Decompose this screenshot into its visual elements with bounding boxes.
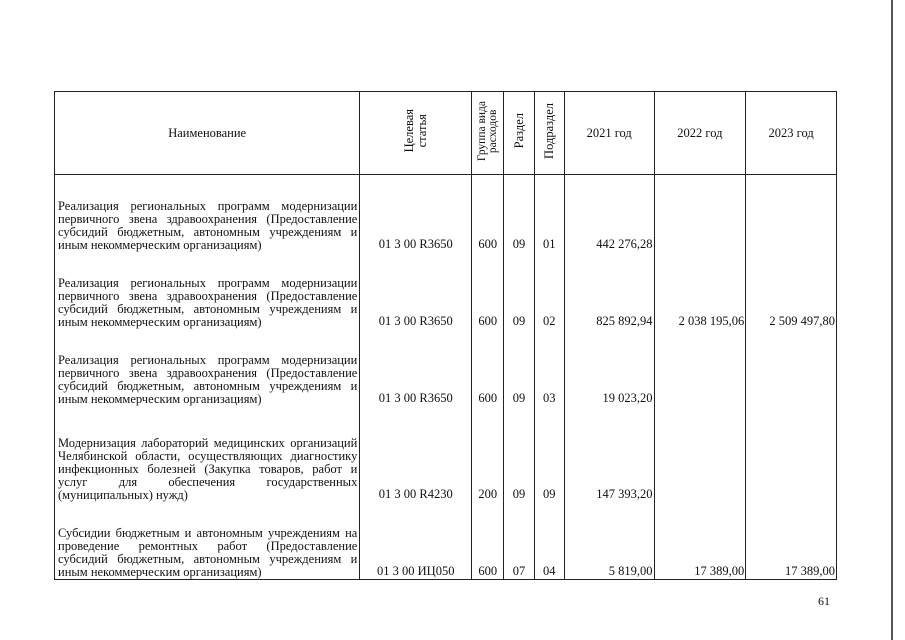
row-target-article: 01 3 00 ИЦ050 — [360, 502, 472, 580]
row-target-article: 01 3 00 R3650 — [360, 252, 472, 329]
row-name: Реализация региональных программ модернизации первичного звена здравоохранения (Предоставление субсидий бюджетным, автономным учреждениям и иным некоммерческим организациям) — [55, 175, 360, 253]
row-expense-group: 200 — [472, 406, 504, 502]
row-value-2023 — [746, 329, 837, 406]
row-value-2022 — [654, 329, 746, 406]
header-2023: 2023 год — [746, 92, 837, 175]
row-value-2021: 147 393,20 — [564, 406, 654, 502]
row-subsection: 03 — [534, 329, 564, 406]
row-section: 09 — [504, 406, 534, 502]
row-value-2023 — [746, 406, 837, 502]
page-number: 61 — [818, 594, 830, 608]
row-subsection: 04 — [534, 502, 564, 580]
row-value-2023: 17 389,00 — [746, 502, 837, 580]
header-name: Наименование — [55, 92, 360, 175]
header-target-article: Целевая статья — [360, 92, 472, 175]
table-row — [55, 252, 837, 329]
table-row — [55, 175, 837, 253]
row-value-2023: 2 509 497,80 — [746, 252, 837, 329]
row-value-2022 — [654, 175, 746, 253]
budget-table — [54, 91, 837, 580]
row-name: Модернизация лабораторий медицинских организаций Челябинской области, осуществляющих диагностику инфекционных болезней (Закупка товаров, работ и услуг для обеспечения государственных (муниципальных) нужд) — [55, 406, 360, 502]
header-2022: 2022 год — [654, 92, 746, 175]
row-subsection: 01 — [534, 175, 564, 253]
row-value-2022 — [654, 406, 746, 502]
row-value-2021: 442 276,28 — [564, 175, 654, 253]
row-value-2022: 17 389,00 — [654, 502, 746, 580]
table-row — [55, 329, 837, 406]
row-value-2023 — [746, 175, 837, 253]
header-expense-group: Группа вида расходов — [472, 92, 504, 175]
row-value-2021: 5 819,00 — [564, 502, 654, 580]
row-subsection: 09 — [534, 406, 564, 502]
row-value-2022: 2 038 195,06 — [654, 252, 746, 329]
row-expense-group: 600 — [472, 502, 504, 580]
row-section: 09 — [504, 329, 534, 406]
header-subsection: Подраздел — [534, 92, 564, 175]
row-subsection: 02 — [534, 252, 564, 329]
header-section: Раздел — [504, 92, 534, 175]
row-name: Реализация региональных программ модернизации первичного звена здравоохранения (Предоставление субсидий бюджетным, автономным учреждениям и иным некоммерческим организациям) — [55, 329, 360, 406]
row-target-article: 01 3 00 R4230 — [360, 406, 472, 502]
row-section: 09 — [504, 175, 534, 253]
table-row — [55, 406, 837, 502]
row-expense-group: 600 — [472, 329, 504, 406]
row-name: Субсидии бюджетным и автономным учреждениям на проведение ремонтных работ (Предоставление субсидий бюджетным, автономным учреждениям и иным некоммерческим организациям) — [55, 502, 360, 580]
header-2021: 2021 год — [564, 92, 654, 175]
row-name: Реализация региональных программ модернизации первичного звена здравоохранения (Предоставление субсидий бюджетным, автономным учреждениям и иным некоммерческим организациям) — [55, 252, 360, 329]
row-expense-group: 600 — [472, 252, 504, 329]
table-header — [55, 92, 837, 175]
row-value-2021: 825 892,94 — [564, 252, 654, 329]
row-section: 07 — [504, 502, 534, 580]
row-value-2021: 19 023,20 — [564, 329, 654, 406]
row-section: 09 — [504, 252, 534, 329]
page-edge-line — [891, 0, 893, 640]
row-target-article: 01 3 00 R3650 — [360, 329, 472, 406]
table-row — [55, 502, 837, 580]
row-expense-group: 600 — [472, 175, 504, 253]
row-target-article: 01 3 00 R3650 — [360, 175, 472, 253]
